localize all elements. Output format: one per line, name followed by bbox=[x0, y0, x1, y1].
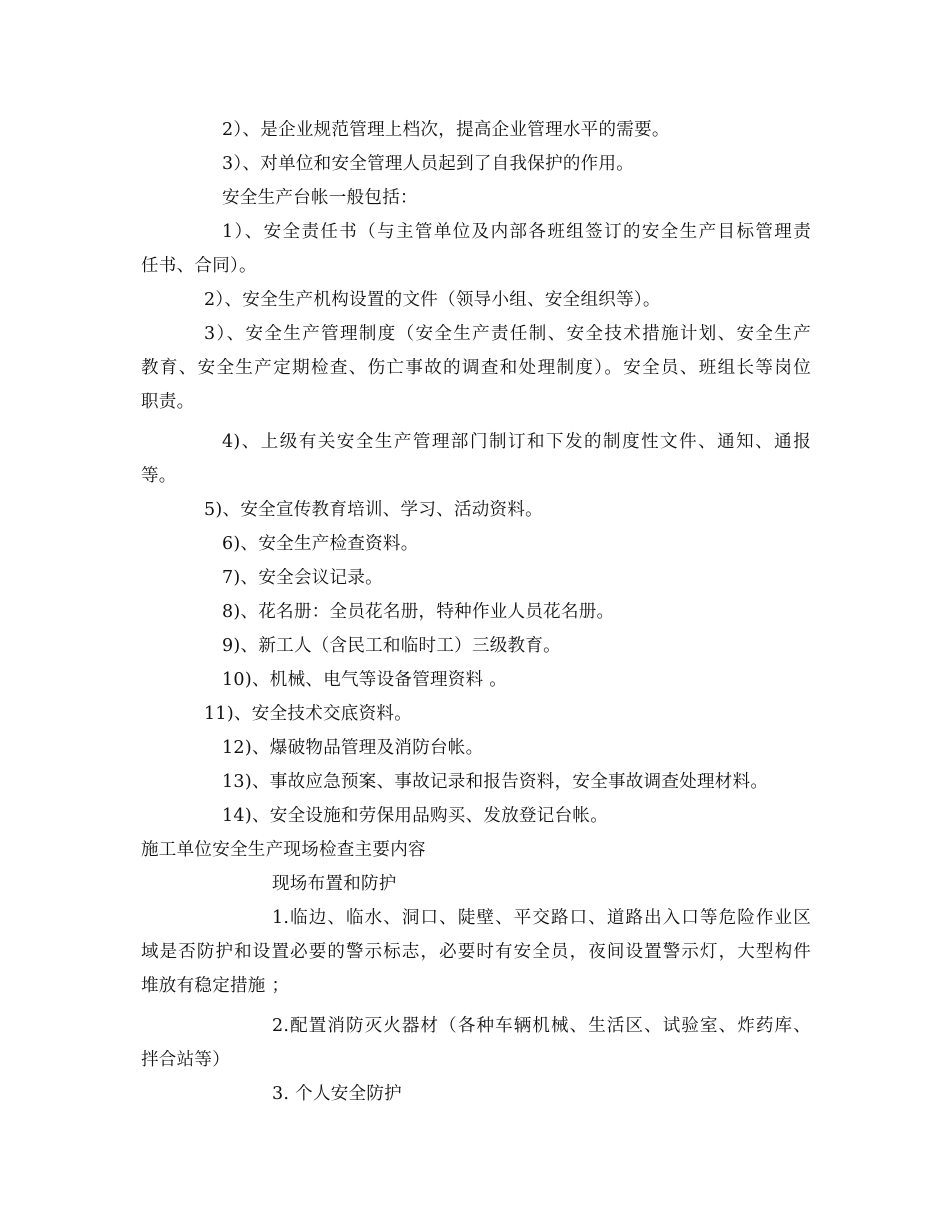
text-line: 1）、安全责任书（与主管单位及内部各班组签订的安全生产目标管理责 bbox=[222, 222, 811, 242]
text-line: 等。 bbox=[141, 466, 177, 486]
text-line: 2）、是企业规范管理上档次，提高企业管理水平的需要。 bbox=[222, 120, 670, 140]
text-line: 教育、安全生产定期检查、伤亡事故的调查和处理制度）。安全员、班组长等岗位 bbox=[141, 358, 811, 378]
text-line: 3）、对单位和安全管理人员起到了自我保护的作用。 bbox=[222, 154, 635, 174]
text-line: 8)、花名册：全员花名册，特种作业人员花名册。 bbox=[222, 602, 615, 622]
text-line: 5)、安全宣传教育培训、学习、活动资料。 bbox=[204, 500, 543, 520]
subsection-heading: 现场布置和防护 bbox=[272, 874, 397, 894]
text-line: 1.临边、临水、洞口、陡壁、平交路口、道路出入口等危险作业区 bbox=[272, 908, 811, 928]
text-line: 堆放有稳定措施 ； bbox=[141, 976, 290, 996]
text-line: 12)、爆破物品管理及消防台帐。 bbox=[222, 738, 484, 758]
text-line: 域是否防护和设置必要的警示标志，必要时有安全员，夜间设置警示灯，大型构件 bbox=[141, 942, 811, 962]
section-heading: 施工单位安全生产现场检查主要内容 bbox=[141, 840, 426, 860]
text-line: 7)、安全会议记录。 bbox=[222, 568, 383, 588]
text-line: 9)、新工人（含民工和临时工）三级教育。 bbox=[222, 636, 561, 656]
text-line: 14)、安全设施和劳保用品购买、发放登记台帐。 bbox=[222, 806, 608, 826]
text-line: 10)、机械、电气等设备管理资料 。 bbox=[222, 670, 508, 690]
text-line: 安全生产台帐一般包括： bbox=[222, 188, 418, 208]
text-line: 3）、安全生产管理制度（安全生产责任制、安全技术措施计划、安全生产 bbox=[204, 324, 811, 344]
text-line: 拌合站等） bbox=[141, 1050, 230, 1070]
text-line: 6)、安全生产检查资料。 bbox=[222, 534, 419, 554]
text-line: 2.配置消防灭火器材（各种车辆机械、生活区、试验室、炸药库、 bbox=[272, 1016, 811, 1036]
text-line: 2）、安全生产机构设置的文件（领导小组、安全组织等）。 bbox=[204, 290, 661, 310]
text-line: 职责。 bbox=[141, 392, 195, 412]
text-line: 4)、上级有关安全生产管理部门制订和下发的制度性文件、通知、通报 bbox=[222, 432, 811, 452]
text-line: 13)、事故应急预案、事故记录和报告资料，安全事故调查处理材料。 bbox=[222, 772, 769, 792]
text-line: 11)、安全技术交底资料。 bbox=[204, 704, 412, 724]
subsection-heading: 3. 个人安全防护 bbox=[272, 1084, 402, 1104]
text-line: 任书、合同）。 bbox=[141, 256, 257, 276]
